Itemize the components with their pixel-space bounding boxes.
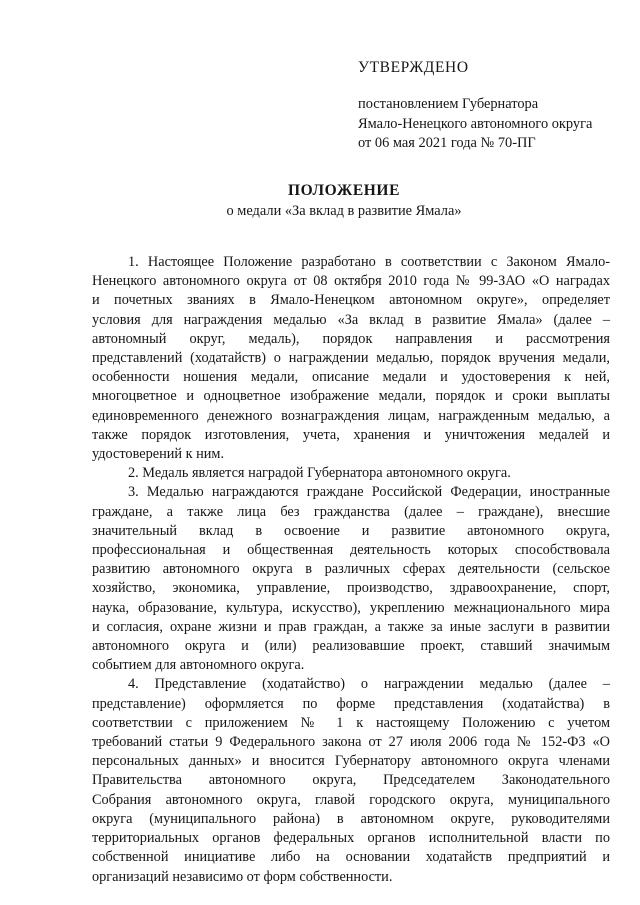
approval-line: постановлением Губернатора	[358, 96, 539, 112]
paragraph-line: территориальных органов федеральных органов исполнительной власти по	[92, 830, 610, 847]
paragraph-line: представление) оформляется по форме представления (ходатайства) в	[92, 695, 610, 712]
paragraph-line: развитию автономного округа в различных сферах деятельности (сельское	[92, 561, 610, 578]
paragraph-line: требований статьи 9 Федерального закона от 27 июля 2006 года № 152-ФЗ «О	[92, 734, 610, 751]
paragraph-line: 3. Медалью награждаются граждане Российской Федерации, иностранные	[128, 484, 610, 501]
paragraph-line: представлений (ходатайств) о награждении медалью, порядок вручения медали,	[92, 350, 610, 367]
document-subtitle: о медали «За вклад в развитие Ямала»	[226, 203, 462, 219]
paragraph-4	[92, 675, 610, 886]
paragraph-line: профессиональная и общественная деятельность которых способствовала	[92, 542, 610, 559]
paragraph-line: и согласия, охране жизни и прав граждан, а также за иные заслуги в развитии	[92, 618, 610, 635]
document-title: ПОЛОЖЕНИЕ	[287, 182, 401, 199]
paragraph-line: соответствии с приложением № 1 к настоящему Положению с учетом	[92, 714, 610, 731]
paragraph-1	[92, 253, 610, 464]
paragraph-line: 1. Настоящее Положение разработано в соответствии с Законом Ямало-	[128, 254, 610, 270]
document-body	[92, 253, 610, 887]
paragraph-line: Правительства автономного округа, Председателем Законодательного	[92, 772, 610, 789]
paragraph-line: условия для награждения медалью «За вклад в развитие Ямала» (далее –	[92, 311, 610, 328]
paragraph-line: особенности ношения медали, описание медали и удостоверения к ней,	[92, 369, 610, 386]
paragraph-line: единовременного денежного вознаграждения лицам, награжденным медалью, а	[92, 407, 610, 424]
paragraph-line: также порядок изготовления, учета, хранения и уничтожения медалей и	[92, 426, 610, 443]
paragraph-line: многоцветное и одноцветное изображение медали, порядок и сроки выплаты	[92, 388, 610, 405]
approval-line: от 06 мая 2021 года № 70-ПГ	[358, 135, 536, 151]
title-block	[60, 181, 628, 221]
paragraph-line: наука, образование, культура, искусство), укреплению межнационального мира	[92, 599, 610, 616]
paragraph-line: собственной инициативе либо на основании ходатайств предприятий и	[92, 849, 610, 866]
approval-details	[358, 95, 628, 154]
paragraph-line: и почетных званиях в Ямало-Ненецком автономном округе», определяет	[92, 292, 610, 309]
approval-stamp	[358, 58, 628, 154]
paragraph-line: событием для автономного округа.	[92, 657, 305, 674]
paragraph-2	[92, 464, 610, 483]
paragraph-line: граждане, а также лица без гражданства (далее – граждане), внесшие	[92, 503, 610, 520]
paragraph-line: персональных данных» и вносится Губернатору автономного округа членами	[92, 753, 610, 770]
paragraph-line: округа (муниципального района) в автономном округе, руководителями	[92, 810, 610, 827]
paragraph-line: значительный вклад в освоение и развитие автономного округа,	[92, 522, 610, 539]
paragraph-line: Собрания автономного округа, главой городского округа, муниципального	[92, 791, 610, 808]
approval-heading: УТВЕРЖДЕНО	[358, 59, 469, 76]
paragraph-line: хозяйство, экономика, управление, производство, здравоохранение, спорт,	[92, 580, 610, 597]
paragraph-line: 2. Медаль является наградой Губернатора автономного округа.	[128, 465, 511, 482]
paragraph-line: удостоверений к ним.	[92, 446, 225, 463]
paragraph-line: автономного округа и (или) реализовавшие проект, ставший значимым	[92, 638, 610, 655]
paragraph-line: 4. Представление (ходатайство) о награждении медалью (далее –	[128, 676, 610, 693]
paragraph-3	[92, 483, 610, 675]
paragraph-line: автономный округ, медаль), порядок направления и рассмотрения	[92, 330, 610, 347]
paragraph-line: Ненецкого автономного округа от 08 октября 2010 года № 99-ЗАО «О наградах	[92, 273, 610, 290]
paragraph-line: организаций независимо от форм собственности.	[92, 868, 393, 885]
approval-line: Ямало-Ненецкого автономного округа	[358, 115, 593, 132]
